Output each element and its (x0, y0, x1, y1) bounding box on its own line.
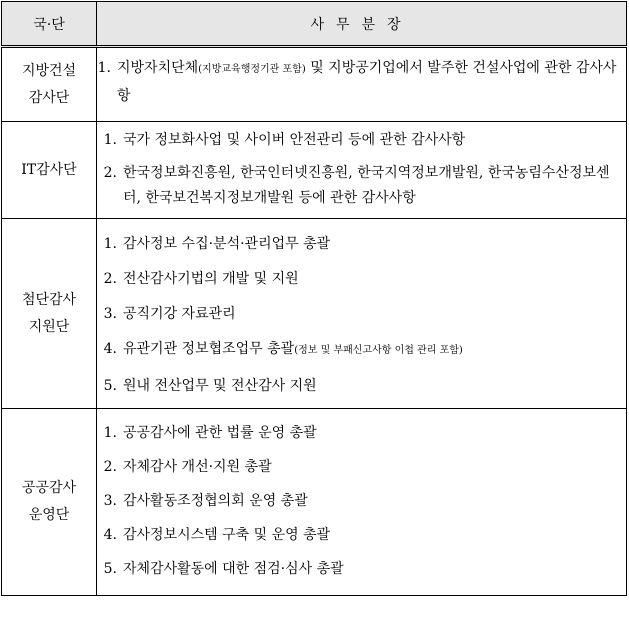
header-row (2, 2, 627, 47)
item-number: 4. (103, 341, 117, 357)
item-number: 5. (103, 378, 117, 394)
item-number: 3. (103, 493, 117, 509)
item-text-main: 유관기관 정보협조업무 총괄 (123, 341, 295, 357)
item-text: 공직기강 자료관리 (123, 306, 236, 322)
duties-cell (97, 219, 627, 409)
item-text (123, 336, 626, 364)
list-item (97, 301, 626, 327)
dept-name-line: 운영단 (28, 507, 70, 523)
list-item (97, 488, 626, 514)
list-item (97, 420, 626, 446)
item-text: 한국정보화진흥원, 한국인터넷진흥원, 한국지역정보개발원, 한국농림수산정보센터, 한국보건복지정보개발원 등에 관한 감사사항 (123, 165, 610, 206)
item-text: 자체감사 개선·지원 총괄 (123, 459, 272, 475)
dept-name-line: 지원단 (28, 318, 70, 335)
item-number: 2. (103, 459, 117, 475)
header-duties (97, 2, 627, 47)
header-dept: 국·단 (2, 2, 97, 47)
list-item (97, 231, 626, 257)
dept-name-line: 지방건설 (21, 62, 77, 79)
dept-name-line: 감사단 (28, 89, 70, 106)
list-item (97, 522, 626, 548)
dept-name-line: 첨단감사 (21, 291, 77, 308)
dept-cell (2, 122, 97, 219)
list-item (97, 373, 626, 399)
item-number: 1. (97, 60, 111, 76)
item-number: 2. (103, 165, 117, 181)
item-text: 원내 전산업무 및 전산감사 지원 (123, 378, 317, 394)
dept-cell (2, 409, 97, 596)
item-number: 3. (103, 306, 117, 322)
dept-name-line: IT감사단 (21, 161, 77, 178)
item-number: 1. (103, 132, 117, 148)
duty-table (1, 1, 627, 596)
list-item (97, 556, 626, 582)
dept-cell (2, 219, 97, 409)
list-item (97, 336, 626, 364)
duties-cell (97, 409, 627, 596)
item-number: 1. (103, 236, 117, 252)
table-row (2, 122, 627, 219)
item-text: 공공감사에 관한 법률 운영 총괄 (123, 425, 317, 441)
list-item (97, 454, 626, 480)
list-item (97, 128, 626, 153)
table-row (2, 47, 627, 122)
list-item (97, 161, 626, 211)
table-row (2, 219, 627, 409)
dept-name-line: 공공감사 (21, 480, 77, 496)
duties-cell (97, 47, 627, 122)
dept-cell (2, 47, 97, 122)
item-text (117, 55, 626, 110)
duties-cell (97, 122, 627, 219)
item-text: 자체감사활동에 대한 점검·심사 총괄 (123, 561, 344, 577)
item-text: 전산감사기법의 개발 및 지원 (123, 271, 299, 287)
item-note: (지방교육행정기관 포함) (198, 64, 306, 75)
table-row (2, 409, 627, 596)
item-number: 1. (103, 425, 117, 441)
item-text: 감사활동조정협의회 운영 총괄 (123, 493, 308, 509)
list-item (97, 55, 626, 110)
list-item (97, 266, 626, 292)
item-note: (정보 및 부패신고사항 이첩 관리 포함) (294, 345, 463, 356)
item-number: 4. (103, 527, 117, 543)
item-text: 감사정보시스템 구축 및 운영 총괄 (123, 527, 331, 543)
item-number: 2. (103, 271, 117, 287)
item-text: 국가 정보화사업 및 사이버 안전관리 등에 관한 감사사항 (123, 132, 466, 148)
item-text-rest: 및 지방공기업에서 발주한 건설사업에 관한 감사사항 (117, 60, 617, 104)
header-duties-label: 사무분장 (310, 16, 413, 33)
item-text-main: 지방자치단체 (117, 60, 199, 76)
item-text: 감사정보 수집·분석·관리업무 총괄 (123, 236, 331, 252)
item-number: 5. (103, 561, 117, 577)
